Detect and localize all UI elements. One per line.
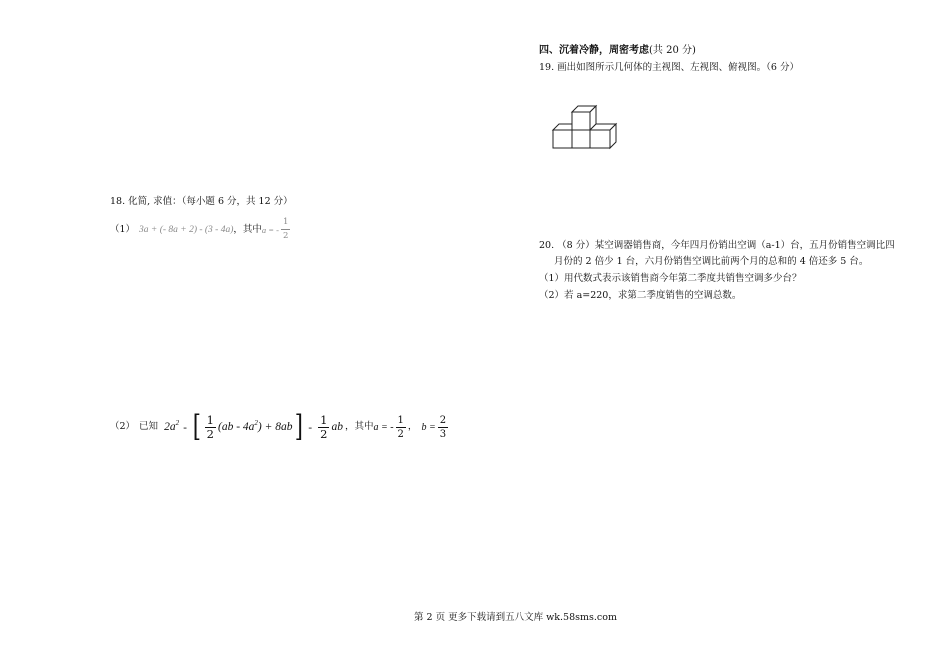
question-20-line-2: 月份的 2 倍少 1 台，六月份销售空调比前两个月的总和的 4 倍还多 5 台。	[554, 256, 869, 267]
part2-inner-close: ) + 8ab	[257, 421, 293, 433]
question-20-line-1: 20. （8 分）某空调器销售商，今年四月份销出空调（a-1）台，五月份销售空调比四	[539, 240, 895, 251]
part1-label: （1）	[110, 223, 136, 235]
part1-expression: 3a + (- 8a + 2) - (3 - 4a)	[139, 224, 234, 235]
part2-fraction-1-numerator: 1	[206, 412, 214, 427]
part1-fraction-denominator: 2	[282, 231, 289, 241]
part2-a-fraction-numerator: 1	[397, 414, 404, 426]
part2-right-bracket: ]	[294, 409, 303, 444]
part2-a-fraction-denominator: 2	[397, 428, 404, 440]
part2-b-fraction	[438, 414, 448, 441]
part2-left-bracket: [	[192, 409, 201, 444]
left-cube-top-face	[553, 124, 572, 130]
right-cube-front-face	[590, 130, 610, 148]
part2-fraction-2	[318, 414, 329, 441]
question-18-title: 18. 化简, 求值：（每小题 6 分，共 12 分）	[110, 196, 293, 207]
section-four-heading	[539, 44, 696, 57]
left-cube-front-face	[553, 130, 572, 148]
part2-b-fraction-numerator: 2	[439, 414, 447, 426]
part2-b-fraction-denominator: 3	[439, 428, 447, 440]
part2-fraction-2-denominator: 2	[320, 426, 328, 441]
page-footer: 第 2 页 更多下载请到五八文库 wk.58sms.com	[414, 612, 617, 623]
question-18-part1	[110, 216, 292, 243]
part1-where: ，其中	[233, 223, 262, 235]
part2-2a-exponent: 2	[175, 419, 180, 428]
cube-stack-figure	[550, 103, 622, 153]
section-four-points: (共 20 分)	[649, 45, 696, 56]
part2-fraction-2-numerator: 1	[320, 412, 328, 427]
part2-fraction-1	[205, 414, 216, 441]
part2-a-condition: a = -	[373, 421, 394, 433]
part2-inner-expression	[218, 421, 293, 433]
part2-given: 已知	[139, 421, 159, 432]
part2-minus-1: -	[183, 420, 187, 434]
part2-inner-exponent: 2	[254, 419, 258, 428]
part2-term-2a	[164, 421, 179, 433]
part2-where: ，其中	[344, 421, 374, 432]
part2-fraction-1-denominator: 2	[206, 426, 214, 441]
middle-cube-front-face	[572, 130, 590, 148]
part2-separator: ，	[407, 421, 418, 432]
question-18-part2	[110, 409, 450, 445]
part2-ab: ab	[331, 421, 343, 433]
question-20-sub-2: （2）若 a=220，求第二季度销售的空调总数。	[539, 290, 742, 301]
part1-condition: a = -	[261, 224, 279, 235]
question-20-sub-1: （1）用代数式表示该销售商今年第二季度共销售空调多少台？	[539, 273, 802, 284]
part1-fraction	[281, 216, 290, 243]
top-cube-front-face	[572, 112, 590, 130]
question-19-text: 19. 画出如图所示几何体的主视图、左视图、俯视图。（6 分）	[539, 62, 799, 73]
part2-b-condition: b =	[421, 421, 436, 433]
part1-fraction-numerator: 1	[281, 216, 290, 230]
part2-minus-2: -	[308, 420, 313, 434]
section-four-title: 四、沉着冷静，周密考虑	[539, 45, 649, 56]
part2-label: （2）	[110, 421, 136, 432]
part2-a-fraction	[396, 414, 406, 441]
part2-2a-text: 2a	[164, 421, 176, 433]
part2-inner-text: (ab - 4a	[218, 421, 255, 433]
